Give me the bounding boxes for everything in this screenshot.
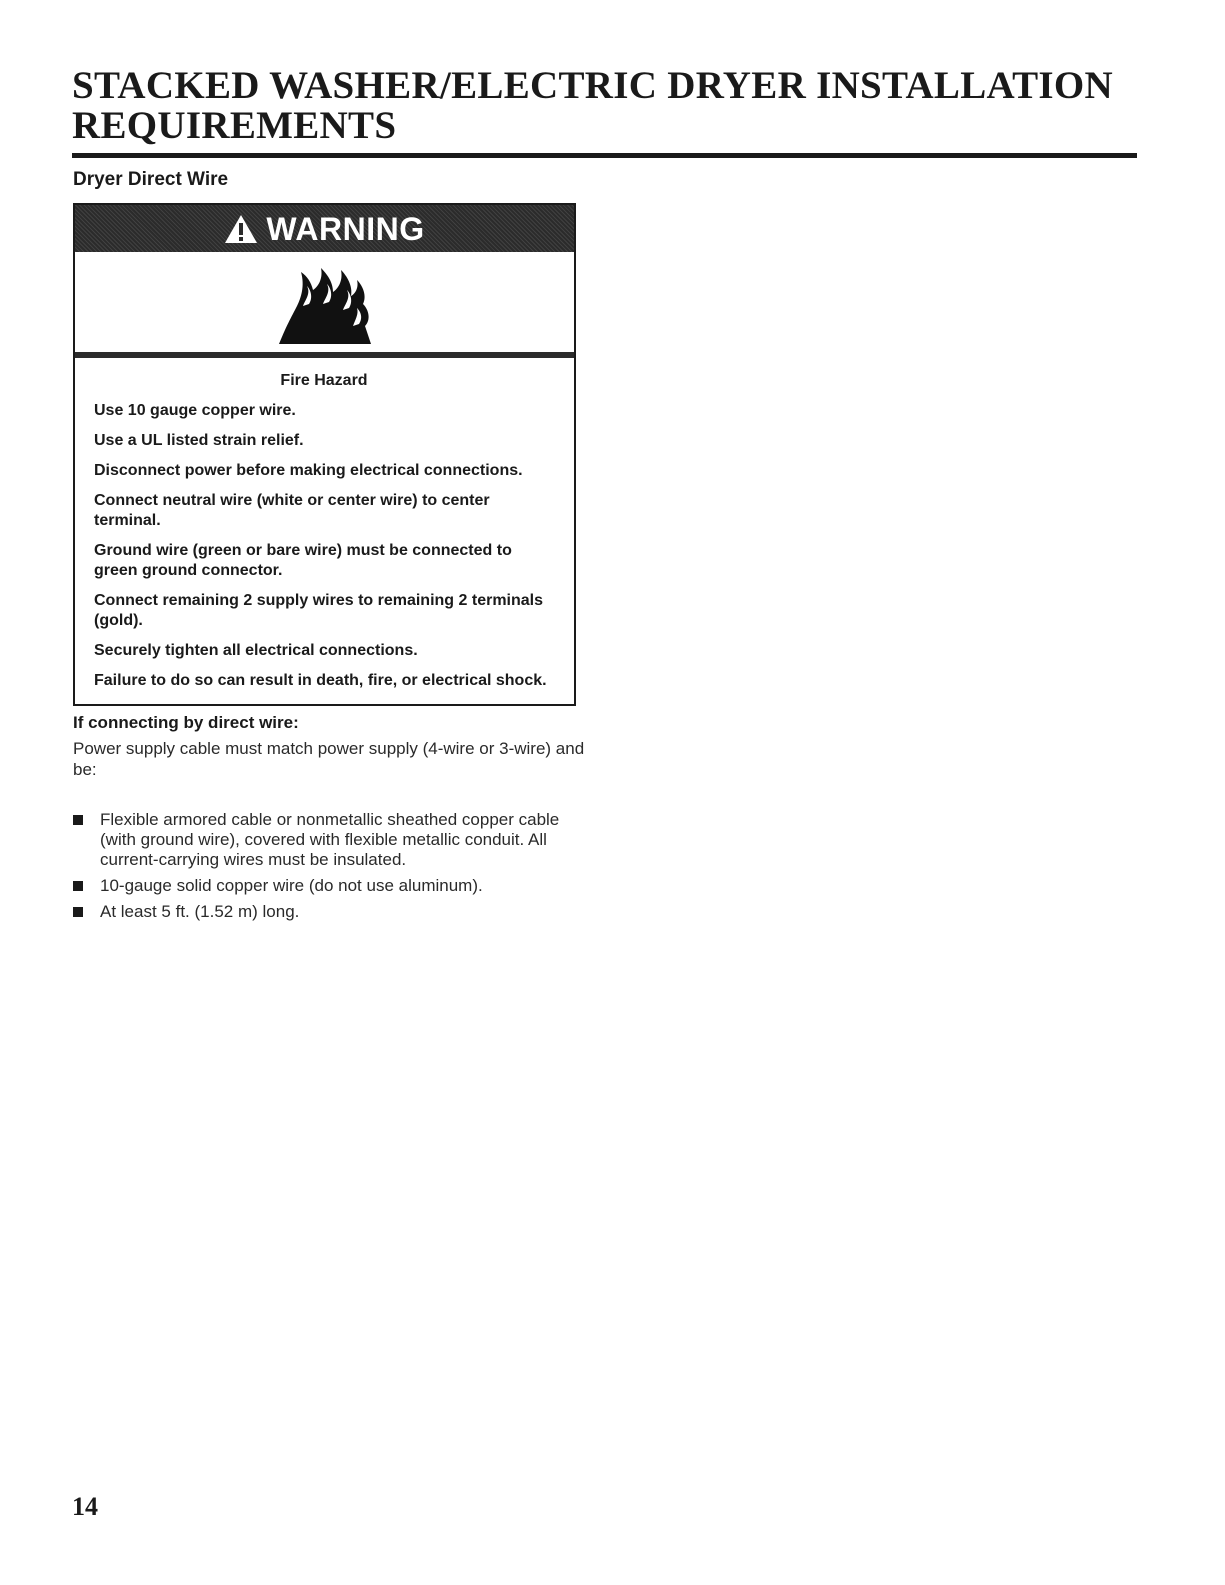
requirements-list <box>73 810 593 928</box>
warning-line: Failure to do so can result in death, fire, or electrical shock. <box>94 672 547 689</box>
title-divider <box>72 153 1137 158</box>
list-item-text: At least 5 ft. (1.52 m) long. <box>100 902 300 921</box>
warning-header <box>75 205 574 252</box>
hazard-title: Fire Hazard <box>280 372 368 389</box>
warning-text <box>94 371 554 701</box>
warning-line: Use 10 gauge copper wire. <box>94 402 296 419</box>
warning-line: Use a UL listed strain relief. <box>94 432 304 449</box>
list-item <box>73 810 593 870</box>
warning-box <box>73 203 576 706</box>
alert-triangle-icon <box>224 214 258 244</box>
square-bullet-icon <box>73 881 83 891</box>
direct-wire-intro: Power supply cable must match power supply (4-wire or 3-wire) and be: <box>73 739 585 779</box>
warning-line: Connect remaining 2 supply wires to remaining 2 terminals (gold). <box>94 592 543 629</box>
list-item-text: 10-gauge solid copper wire (do not use aluminum). <box>100 876 483 895</box>
warning-signal-word: WARNING <box>266 210 425 247</box>
warning-line: Disconnect power before making electrical connections. <box>94 462 523 479</box>
list-item-text: Flexible armored cable or nonmetallic sheathed copper cable (with ground wire), covered with flexible metallic conduit. All current-carrying wires must be insulated. <box>100 810 560 869</box>
square-bullet-icon <box>73 907 83 917</box>
direct-wire-heading: If connecting by direct wire: <box>73 713 299 732</box>
page-number: 14 <box>72 1492 98 1521</box>
warning-line: Ground wire (green or bare wire) must be connected to green ground connector. <box>94 542 512 579</box>
square-bullet-icon <box>73 815 83 825</box>
page-title: STACKED WASHER/ELECTRIC DRYER INSTALLATION REQUIREMENTS <box>72 64 1113 147</box>
warning-line: Connect neutral wire (white or center wire) to center terminal. <box>94 492 490 529</box>
fire-hazard-icon <box>275 264 375 346</box>
fire-pictogram-panel <box>75 252 574 358</box>
warning-line: Securely tighten all electrical connections. <box>94 642 418 659</box>
list-item <box>73 902 593 922</box>
section-heading: Dryer Direct Wire <box>73 169 229 190</box>
list-item <box>73 876 593 896</box>
